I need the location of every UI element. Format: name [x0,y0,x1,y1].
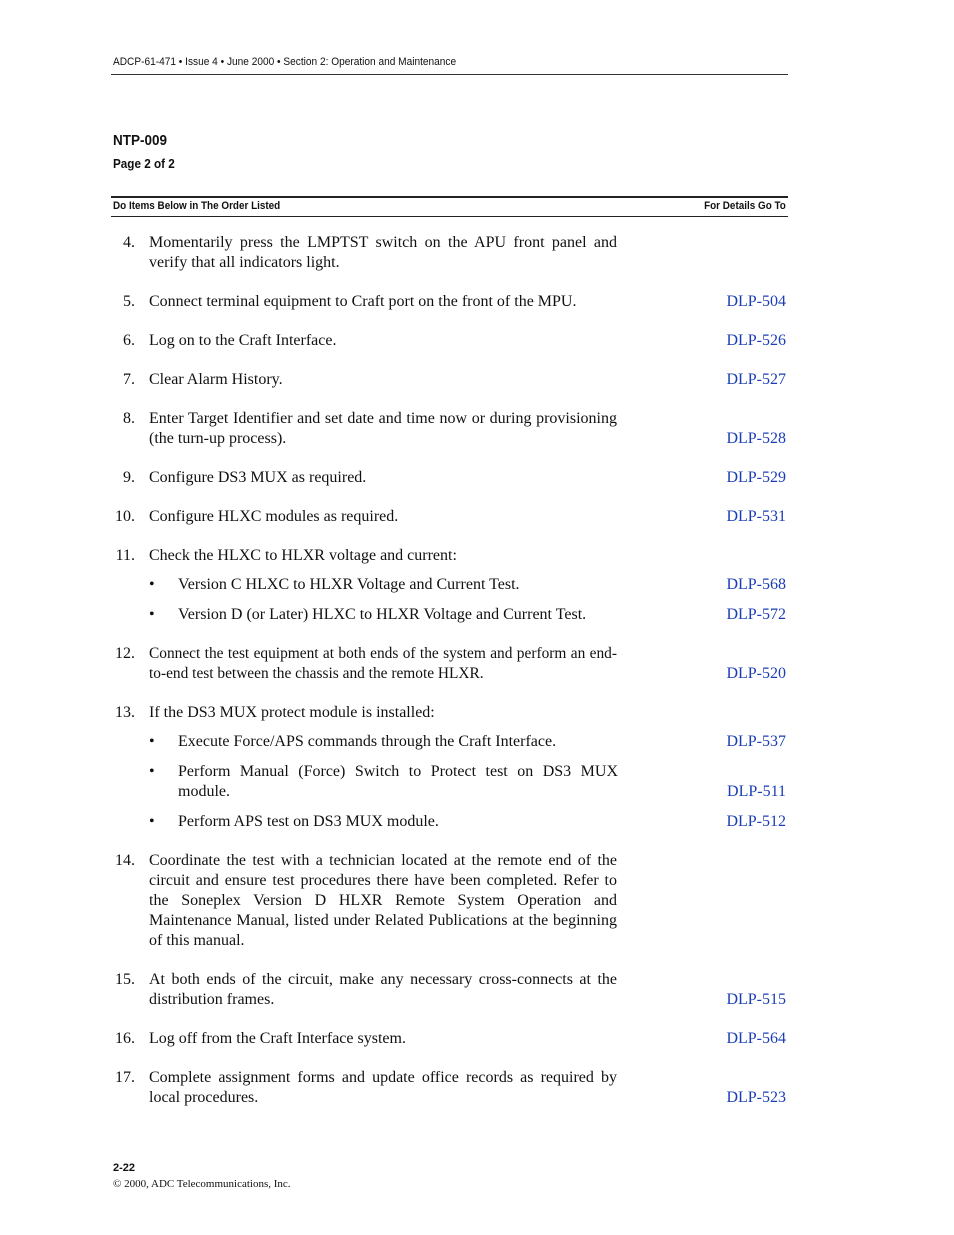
step-number: 8. [123,410,135,427]
step-text: Coordinate the test with a technician located at the remote end of the circuit and ensure test procedures there have been completed. Refer to the Soneplex Version D HLXR Remote System Operation and Maintenance Manual, listed under Related Publications at the beginning of this manual. [149,852,617,949]
step-number: 12. [115,645,135,662]
step-text: At both ends of the circuit, make any necessary cross-connects at the distribution frames. [149,971,617,1008]
bullet-text: Version C HLXC to HLXR Voltage and Current Test. [178,576,520,593]
bullet-text: Perform Manual (Force) Switch to Protect test on DS3 MUX module. [178,763,618,800]
dlp-reference-link[interactable]: DLP-520 [726,665,786,682]
bullet-text: Perform APS test on DS3 MUX module. [178,813,439,830]
dlp-reference-link[interactable]: DLP-523 [726,1089,786,1106]
step-number: 16. [115,1030,135,1047]
step-text: Configure HLXC modules as required. [149,508,399,525]
step-number: 11. [115,547,135,564]
step-text: Enter Target Identifier and set date and time now or during provisioning (the turn-up process). [149,410,617,447]
dlp-reference-link[interactable]: DLP-512 [726,813,786,830]
column-header-instructions: Do Items Below in The Order Listed [113,200,281,212]
step-number: 5. [123,293,135,310]
dlp-reference-link[interactable]: DLP-529 [726,469,786,486]
step-number: 15. [115,971,135,988]
dlp-reference-link[interactable]: DLP-527 [726,371,786,388]
dlp-reference-link[interactable]: DLP-504 [726,293,786,310]
bullet-marker: • [149,606,155,623]
step-number: 6. [123,332,135,349]
step-number: 17. [115,1069,135,1086]
procedure-page-indicator: Page 2 of 2 [113,156,175,171]
step-number: 13. [115,704,135,721]
bullet-text: Version D (or Later) HLXC to HLXR Voltage and Current Test. [178,606,587,623]
step-number: 10. [115,508,135,525]
step-number: 7. [123,371,135,388]
dlp-reference-link[interactable]: DLP-568 [726,576,786,593]
step-text: Complete assignment forms and update office records as required by local procedures. [149,1069,617,1106]
step-text: Log off from the Craft Interface system. [149,1030,406,1047]
bullet-marker: • [149,576,155,593]
step-text: Connect the test equipment at both ends of the system and perform an end-to-end test between the chassis and the remote HLXR. [149,645,617,682]
dlp-reference-link[interactable]: DLP-526 [726,332,786,349]
step-text: Configure DS3 MUX as required. [149,469,367,486]
dlp-reference-link[interactable]: DLP-515 [726,991,786,1008]
column-header-references: For Details Go To [704,200,786,212]
step-text: Connect terminal equipment to Craft port on the front of the MPU. [149,293,577,310]
step-text: If the DS3 MUX protect module is installed: [149,704,435,721]
dlp-reference-link[interactable]: DLP-528 [726,430,786,447]
step-number: 14. [115,852,135,869]
running-header: ADCP-61-471 • Issue 4 • June 2000 • Section 2: Operation and Maintenance [113,56,457,68]
dlp-reference-link[interactable]: DLP-564 [726,1030,786,1047]
header-rule [111,74,788,75]
bullet-marker: • [149,813,155,830]
page-number: 2-22 [113,1162,136,1174]
step-number: 4. [123,234,135,251]
column-header-bottom-rule [111,216,788,217]
step-text: Check the HLXC to HLXR voltage and current: [149,547,457,564]
procedure-id: NTP-009 [113,132,168,149]
dlp-reference-link[interactable]: DLP-537 [726,733,786,750]
step-number: 9. [123,469,135,486]
dlp-reference-link[interactable]: DLP-511 [727,783,786,800]
dlp-reference-link[interactable]: DLP-572 [726,606,786,623]
dlp-reference-link[interactable]: DLP-531 [726,508,786,525]
bullet-marker: • [149,763,155,780]
step-text: Momentarily press the LMPTST switch on the APU front panel and verify that all indicators light. [149,234,617,271]
step-text: Clear Alarm History. [149,371,283,388]
column-header-top-rule [111,196,788,198]
step-text: Log on to the Craft Interface. [149,332,337,349]
bullet-marker: • [149,733,155,750]
copyright-notice: © 2000, ADC Telecommunications, Inc. [113,1178,291,1190]
bullet-text: Execute Force/APS commands through the Craft Interface. [178,733,557,750]
